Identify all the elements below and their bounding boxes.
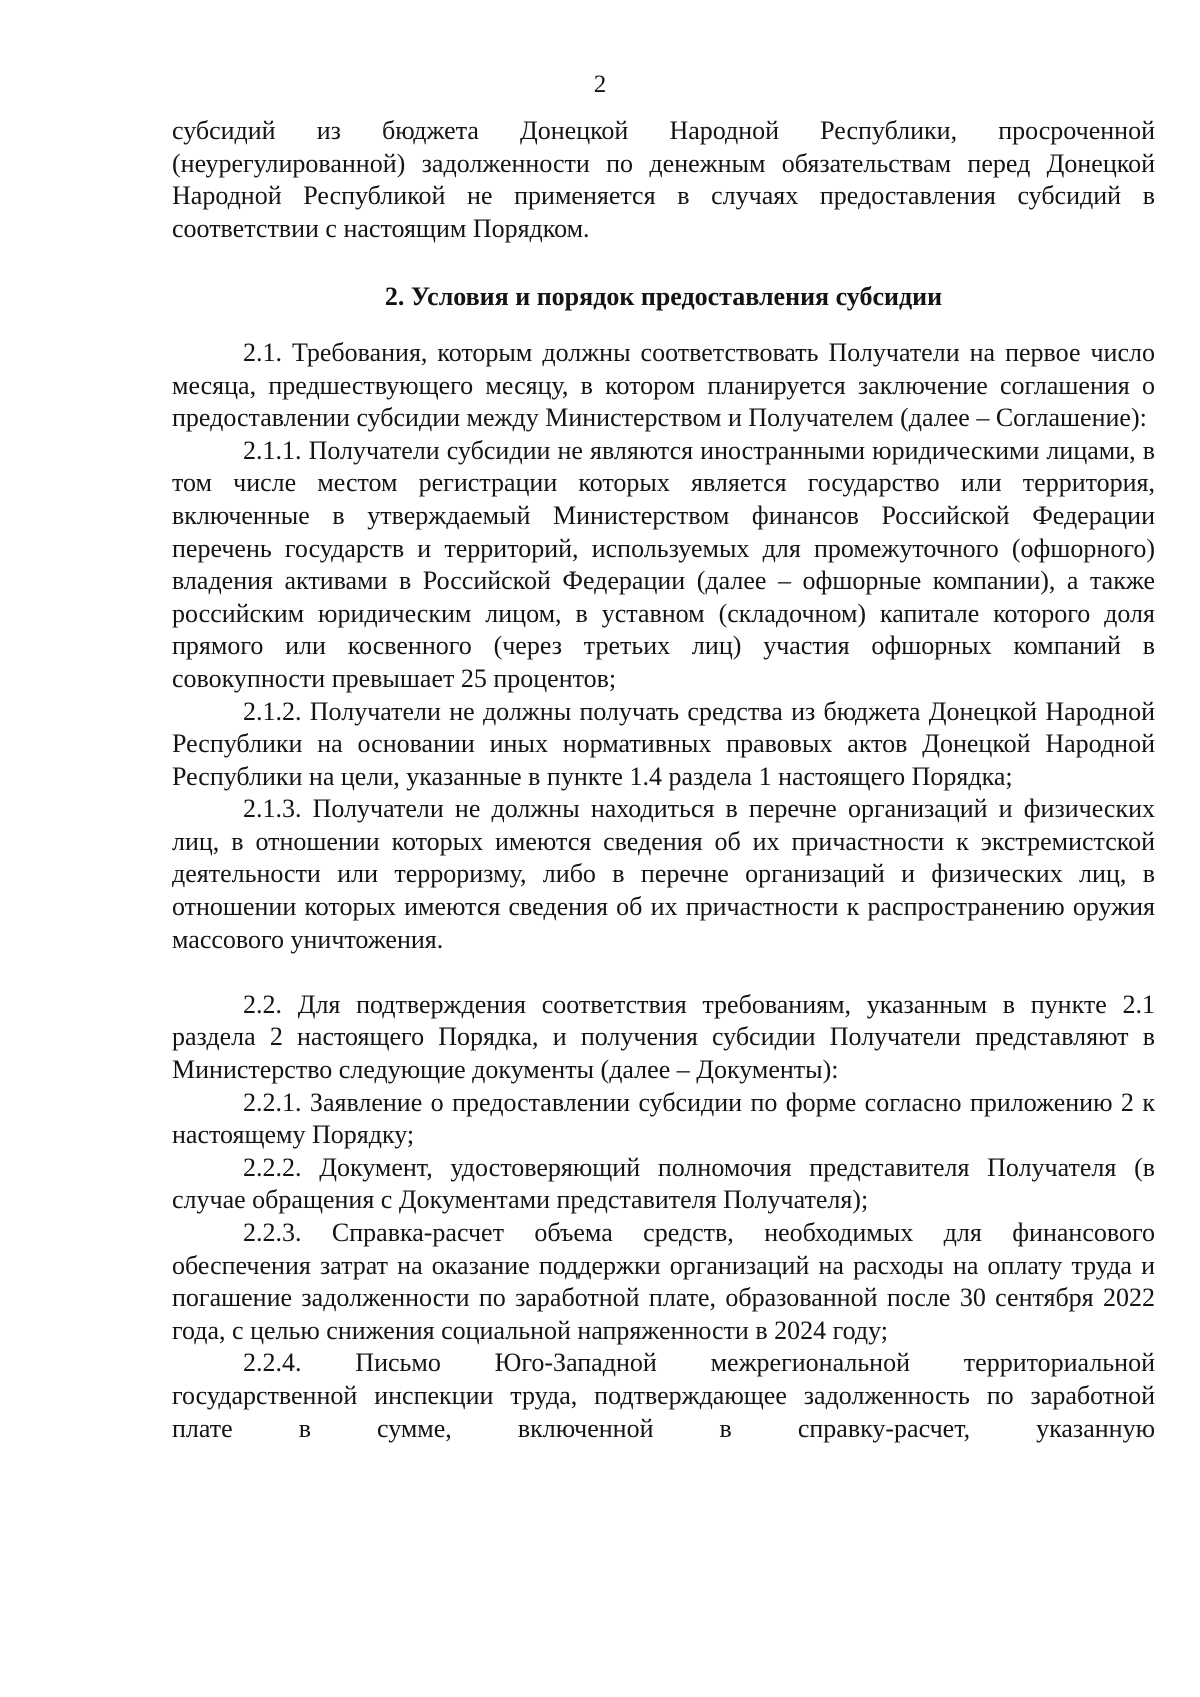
paragraph-2-2-1: 2.2.1. Заявление о предоставлении субсидии по форме согласно приложению 2 к настоящему Порядку; [172,1087,1155,1150]
paragraph-2-1-2: 2.1.2. Получатели не должны получать средства из бюджета Донецкой Народной Республики на основании иных нормативных правовых актов Донецкой Народной Республики на цели, указанные в пункте 1.4 раздела 1 настоящего Порядка; [172,696,1155,791]
paragraph-2-2: 2.2. Для подтверждения соответствия требованиям, указанным в пункте 2.1 раздела 2 настоящего Порядка, и получения субсидии Получатели представляют в Министерство следующие документы (далее – Документы): [172,989,1155,1085]
document-body [172,115,1155,1445]
paragraph-gap [172,956,1155,989]
paragraph-2-2-2: 2.2.2. Документ, удостоверяющий полномочия представителя Получателя (в случае обращения с Документами представителя Получателя); [172,1152,1155,1215]
page-number: 2 [593,71,607,98]
paragraph-2-1-3: 2.1.3. Получатели не должны находиться в перечне организаций и физических лиц, в отношении которых имеются сведения об их причастности к экстремистской деятельности или терроризму, либо в перечне организаций и физических лиц, в отношении которых имеются сведения об их причастности к распространению оружия массового уничтожения. [172,794,1155,954]
paragraph-2-2-3: 2.2.3. Справка-расчет объема средств, необходимых для финансового обеспечения затрат на оказание поддержки организаций на расходы на оплату труда и погашение задолженности по заработной плате, образованной после 30 сентября 2022 года, с целью снижения социальной напряженности в 2024 году; [172,1218,1155,1345]
intro-paragraph: субсидий из бюджета Донецкой Народной Республики, просроченной (неурегулированной) задолженности по денежным обязательствам перед Донецкой Народной Республикой не применяется в случаях предоставления субсидий в соответствии с настоящим Порядком. [172,116,1155,243]
paragraph-2-2-4: 2.2.4. Письмо Юго-Западной межрегиональной территориальной государственной инспекции труда, подтверждающее задолженность по заработной плате в сумме, включенной в справку-расчет, указанную [172,1348,1155,1443]
paragraph-2-1-1: 2.1.1. Получатели субсидии не являются иностранными юридическими лицами, в том числе местом регистрации которых является государство или территория, включенные в утверждаемый Министерством финансов Российской Федерации перечень государств и территорий, используемых для промежуточного (офшорного) владения активами в Российской Федерации (далее – офшорные компании), а также российским юридическим лицом, в уставном (складочном) капитале которого доля прямого или косвенного (через третьих лиц) участия офшорных компаний в совокупности превышает 25 процентов; [172,435,1155,693]
paragraph-2-1: 2.1. Требования, которым должны соответствовать Получатели на первое число месяца, предшествующего месяцу, в котором планируется заключение соглашения о предоставлении субсидии между Министерством и Получателем (далее – Соглашение): [172,337,1155,433]
section-title: 2. Условия и порядок предоставления субсидии [384,282,943,312]
